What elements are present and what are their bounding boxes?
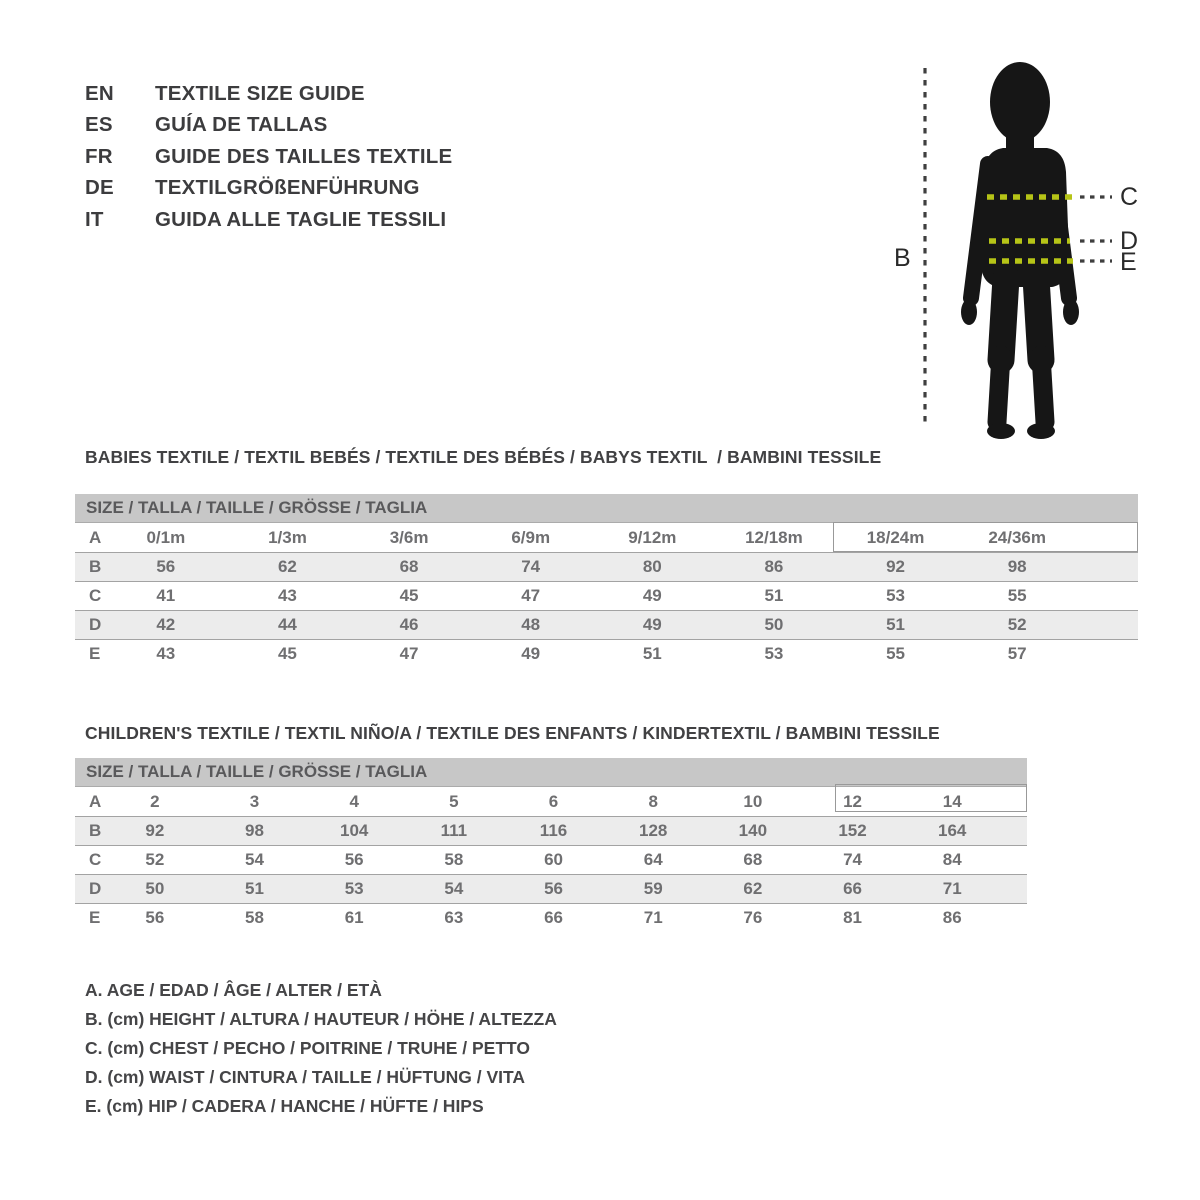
table-row xyxy=(75,816,1027,845)
size-cell: 98 xyxy=(245,821,264,840)
size-cell: 56 xyxy=(344,850,364,869)
row-label: E xyxy=(89,644,101,663)
size-cell: 59 xyxy=(643,879,663,898)
size-cell: 41 xyxy=(156,586,176,605)
size-cell: 164 xyxy=(938,821,967,840)
table-row xyxy=(75,903,1027,932)
size-cell: 56 xyxy=(145,908,165,927)
size-cell: 52 xyxy=(1007,615,1027,634)
size-cell: 53 xyxy=(344,879,364,898)
size-cell: 56 xyxy=(156,557,176,576)
language-name: TEXTILE SIZE GUIDE xyxy=(155,81,365,105)
size-cell: 43 xyxy=(156,644,176,663)
size-cell: 51 xyxy=(764,586,784,605)
size-cell: 10 xyxy=(743,791,763,811)
size-cell: 5 xyxy=(449,791,459,811)
language-name: GUIDA ALLE TAGLIE TESSILI xyxy=(155,207,447,231)
legend-item: D. (cm) WAIST / CINTURA / TAILLE / HÜFTUNG / VITA xyxy=(85,1067,526,1087)
language-row xyxy=(85,204,452,236)
size-cell: 84 xyxy=(942,850,962,869)
children-section-title: CHILDREN'S TEXTILE / TEXTIL NIÑO/A / TEXTILE DES ENFANTS / KINDERTEXTIL / BAMBINI TESSILE xyxy=(85,723,940,743)
size-cell: 80 xyxy=(642,557,662,576)
size-cell: 6/9m xyxy=(511,527,551,547)
size-cell: 47 xyxy=(521,586,541,605)
size-cell: 54 xyxy=(444,879,464,898)
row-label: A xyxy=(89,527,102,547)
table-row xyxy=(75,639,1138,668)
size-cell: 62 xyxy=(743,879,763,898)
row-label: A xyxy=(89,791,102,811)
size-cell: 51 xyxy=(886,615,906,634)
size-cell: 4 xyxy=(349,791,359,811)
size-cell: 53 xyxy=(886,586,906,605)
measurement-legend xyxy=(85,976,557,1121)
row-label: B xyxy=(89,557,102,576)
size-cell: 24/36m xyxy=(988,527,1047,547)
language-row xyxy=(85,78,452,110)
size-cell: 60 xyxy=(544,850,563,869)
chest-label: C xyxy=(1120,183,1139,211)
size-cell: 54 xyxy=(245,850,264,869)
language-code: ES xyxy=(85,113,113,137)
size-cell: 58 xyxy=(444,850,464,869)
size-cell: 2 xyxy=(150,791,160,811)
size-cell: 116 xyxy=(539,821,568,840)
size-cell: 45 xyxy=(399,586,419,605)
table-row xyxy=(75,581,1138,610)
table-row xyxy=(75,874,1027,903)
size-cell: 42 xyxy=(156,615,176,634)
size-cell: 68 xyxy=(743,850,763,869)
size-cell: 1/3m xyxy=(268,527,307,547)
size-cell: 74 xyxy=(521,557,541,576)
row-label: D xyxy=(89,615,102,634)
size-cell: 6 xyxy=(548,791,559,811)
size-cell: 18/24m xyxy=(866,527,925,547)
size-cell: 58 xyxy=(245,908,264,927)
size-header-bar: SIZE / TALLA / TAILLE / GRÖSSE / TAGLIA xyxy=(75,494,1138,523)
size-cell: 66 xyxy=(843,879,862,898)
row-label: E xyxy=(89,908,101,927)
language-code: IT xyxy=(85,207,104,231)
language-code: EN xyxy=(85,81,114,105)
size-cell: 52 xyxy=(145,850,165,869)
waist-label: D xyxy=(1120,227,1139,255)
row-label: C xyxy=(89,586,102,605)
children-size-table xyxy=(75,758,1027,932)
language-name: GUÍA DE TALLAS xyxy=(155,113,328,137)
size-cell: 128 xyxy=(639,821,668,840)
size-cell: 86 xyxy=(942,908,962,927)
language-code: DE xyxy=(85,176,114,200)
language-row xyxy=(85,173,452,205)
size-cell: 62 xyxy=(277,557,297,576)
babies-section-title: BABIES TEXTILE / TEXTIL BEBÉS / TEXTILE DES BÉBÉS / BABYS TEXTIL / BAMBINI TESSILE xyxy=(85,447,882,467)
row-label: B xyxy=(89,821,102,840)
size-cell: 49 xyxy=(521,644,541,663)
size-cell: 140 xyxy=(738,821,768,840)
size-cell: 51 xyxy=(642,644,662,663)
table-row xyxy=(75,610,1138,639)
table-row xyxy=(75,523,1138,552)
size-cell: 14 xyxy=(942,791,962,811)
child-silhouette xyxy=(961,62,1079,439)
table-row xyxy=(75,845,1027,874)
size-cell: 50 xyxy=(145,879,165,898)
size-cell: 111 xyxy=(440,821,468,840)
size-cell: 92 xyxy=(145,821,165,840)
size-cell: 66 xyxy=(544,908,563,927)
size-cell: 74 xyxy=(843,850,862,869)
size-cell: 56 xyxy=(544,879,563,898)
size-cell: 12 xyxy=(843,791,862,811)
size-cell: 48 xyxy=(521,615,541,634)
hip-label: E xyxy=(1120,248,1137,276)
size-cell: 55 xyxy=(1007,586,1027,605)
size-cell: 3/6m xyxy=(389,527,429,547)
size-cell: 71 xyxy=(942,879,962,898)
size-header-bar: SIZE / TALLA / TAILLE / GRÖSSE / TAGLIA xyxy=(75,758,1027,787)
size-cell: 53 xyxy=(764,644,784,663)
size-cell: 152 xyxy=(838,821,867,840)
size-cell: 45 xyxy=(277,644,297,663)
legend-item: E. (cm) HIP / CADERA / HANCHE / HÜFTE / HIPS xyxy=(85,1096,484,1116)
size-cell: 64 xyxy=(643,850,663,869)
babies-size-table xyxy=(75,494,1138,668)
legend-item: B. (cm) HEIGHT / ALTURA / HAUTEUR / HÖHE / ALTEZZA xyxy=(85,1009,557,1029)
size-cell: 49 xyxy=(642,586,662,605)
size-cell: 0/1m xyxy=(146,527,186,547)
child-silhouette-figure xyxy=(860,40,1200,460)
size-cell: 92 xyxy=(886,557,906,576)
table-row xyxy=(75,552,1138,581)
size-cell: 81 xyxy=(843,908,862,927)
size-cell: 68 xyxy=(399,557,419,576)
size-cell: 86 xyxy=(764,557,784,576)
size-cell: 98 xyxy=(1007,557,1027,576)
size-cell: 76 xyxy=(743,908,763,927)
size-cell: 49 xyxy=(642,615,662,634)
size-cell: 57 xyxy=(1007,644,1027,663)
language-row xyxy=(85,110,452,142)
language-code: FR xyxy=(85,144,113,168)
size-cell: 43 xyxy=(277,586,297,605)
size-cell: 50 xyxy=(764,615,784,634)
size-cell: 55 xyxy=(886,644,906,663)
size-cell: 46 xyxy=(399,615,419,634)
size-cell: 8 xyxy=(648,791,658,811)
size-cell: 71 xyxy=(643,908,663,927)
row-label: D xyxy=(89,879,102,898)
language-row xyxy=(85,141,452,173)
row-label: C xyxy=(89,850,102,869)
size-cell: 12/18m xyxy=(745,527,803,547)
height-label: B xyxy=(894,244,911,272)
language-list xyxy=(85,78,452,236)
language-name: TEXTILGRÖßENFÜHRUNG xyxy=(155,176,420,200)
size-cell: 44 xyxy=(277,615,297,634)
size-cell: 9/12m xyxy=(628,527,677,547)
size-cell: 63 xyxy=(444,908,464,927)
size-cell: 47 xyxy=(399,644,419,663)
legend-item: C. (cm) CHEST / PECHO / POITRINE / TRUHE / PETTO xyxy=(85,1038,531,1058)
babies-table-body xyxy=(75,523,1138,668)
size-cell: 104 xyxy=(339,821,369,840)
size-cell: 3 xyxy=(249,791,260,811)
language-name: GUIDE DES TAILLES TEXTILE xyxy=(155,144,453,168)
table-row xyxy=(75,787,1027,816)
legend-item: A. AGE / EDAD / ÂGE / ALTER / ETÀ xyxy=(85,980,382,1000)
size-cell: 51 xyxy=(245,879,264,898)
children-table-body xyxy=(75,787,1027,932)
size-cell: 61 xyxy=(344,908,364,927)
